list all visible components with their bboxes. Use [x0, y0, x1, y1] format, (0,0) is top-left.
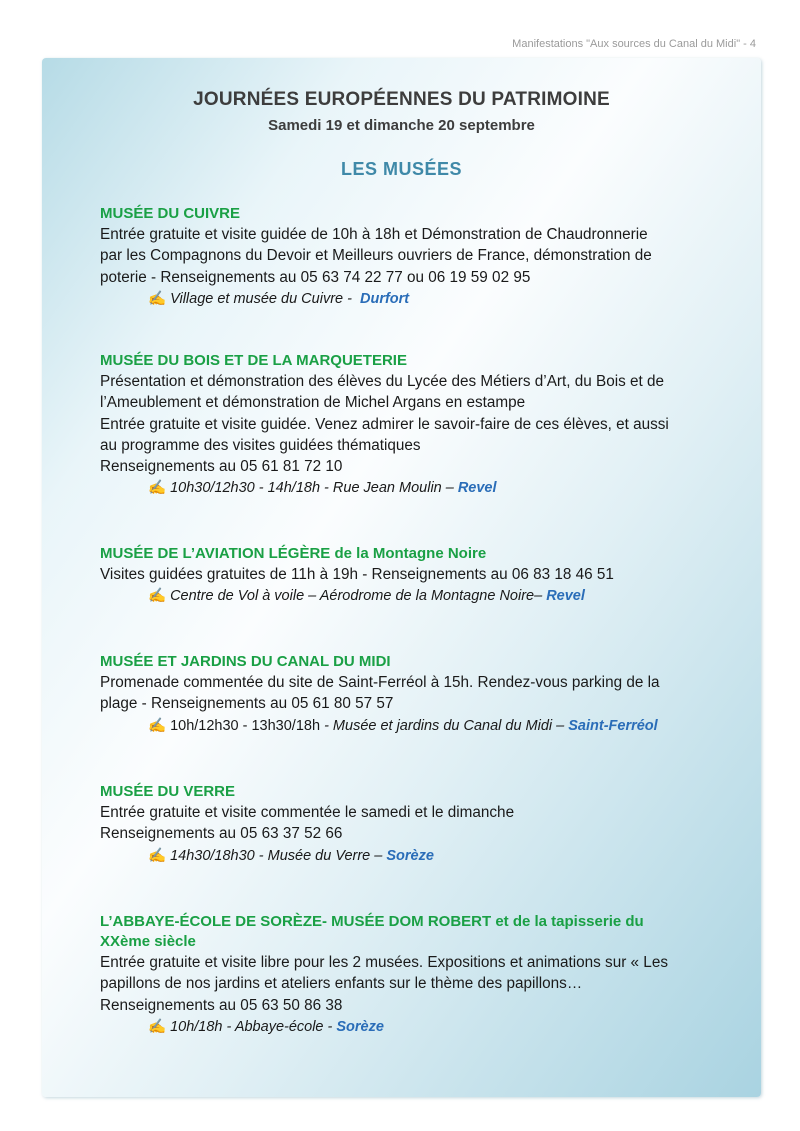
museum-block-bois — [100, 351, 750, 499]
museum-title-line: L’ABBAYE-ÉCOLE DE SORÈZE- MUSÉE DOM ROBERT et de la tapisserie du — [100, 913, 644, 930]
museum-text-line: Entrée gratuite et visite guidée. Venez admirer le savoir-faire de ces élèves, et aussi — [100, 415, 669, 433]
museum-text-line: par les Compagnons du Devoir et Meilleurs ouvriers de France, démonstration de — [100, 247, 652, 265]
page-title: JOURNÉES EUROPÉENNES DU PATRIMOINE — [193, 89, 610, 110]
museum-text-line: l’Ameublement et démonstration de Michel Argans en estampe — [100, 394, 526, 412]
pointing-hand-icon: ✍ — [148, 717, 167, 734]
town-name: Durfort — [359, 290, 410, 307]
location-text: 10h30/12h30 - 14h/18h - Rue Jean Moulin – — [170, 480, 454, 497]
running-head: Manifestations "Aux sources du Canal du Midi" - 4 — [512, 38, 756, 50]
museum-title: MUSÉE DU VERRE — [100, 783, 236, 800]
content-panel — [42, 58, 761, 1097]
museum-text-line: au programme des visites guidées thématiques — [100, 436, 421, 454]
museum-text-line: Entrée gratuite et visite commentée le samedi et le dimanche — [100, 804, 515, 821]
museum-text-line: Renseignements au 05 63 50 86 38 — [100, 996, 343, 1014]
pointing-hand-icon: ✍ — [148, 480, 167, 497]
museum-text-line: Renseignements au 05 61 81 72 10 — [100, 458, 343, 476]
museum-block-cuivre — [100, 204, 750, 310]
location-text: Village et musée du Cuivre - — [170, 290, 356, 307]
museum-title-suffix: de la Montagne Noire — [330, 545, 487, 562]
museum-title: MUSÉE DU CUIVRE — [100, 205, 241, 222]
museum-block-verre — [100, 782, 750, 867]
pointing-hand-icon: ✍ — [148, 847, 167, 864]
museum-location — [100, 715, 750, 737]
museum-text-line: plage - Renseignements au 05 61 80 57 57 — [100, 695, 394, 713]
location-text: - Musée et jardins du Canal du Midi – — [324, 717, 565, 734]
museum-text-line: Visites guidées gratuites de 11h à 19h - Renseignements au 06 83 18 46 51 — [100, 566, 614, 583]
museum-title — [100, 544, 750, 564]
museum-location — [100, 477, 750, 499]
museum-text-line: Entrée gratuite et visite guidée de 10h à 18h et Démonstration de Chaudronnerie — [100, 226, 648, 243]
museum-text-line: Présentation et démonstration des élèves du Lycée des Métiers d’Art, du Bois et de — [100, 373, 665, 390]
town-name: Revel — [457, 480, 497, 497]
location-text: 14h30/18h30 - Musée du Verre – — [170, 847, 383, 864]
museum-location — [100, 845, 750, 867]
museum-text-line: Promenade commentée du site de Saint-Ferréol à 15h. Rendez-vous parking de la — [100, 674, 660, 691]
section-title: LES MUSÉES — [340, 159, 463, 179]
museum-location — [100, 1016, 750, 1038]
museum-block-canal — [100, 652, 750, 737]
town-name: Sorèze — [386, 847, 434, 864]
museum-location — [100, 288, 750, 310]
museum-title-line: XXème siècle — [100, 933, 196, 950]
museum-title: MUSÉE ET JARDINS DU CANAL DU MIDI — [100, 653, 391, 670]
event-dates: Samedi 19 et dimanche 20 septembre — [268, 117, 535, 134]
museum-text-line: Entrée gratuite et visite libre pour les 2 musées. Expositions et animations sur « Les — [100, 954, 668, 971]
pointing-hand-icon: ✍ — [148, 1018, 167, 1035]
town-name: Saint-Ferréol — [568, 717, 658, 734]
museum-location — [100, 585, 750, 607]
town-name: Sorèze — [336, 1018, 384, 1035]
time-text: 10h/12h30 - 13h30/18h — [170, 717, 325, 734]
museum-text-line: poterie - Renseignements au 05 63 74 22 77 ou 06 19 59 02 95 — [100, 268, 531, 286]
pointing-hand-icon: ✍ — [148, 290, 167, 307]
museum-text-line: papillons de nos jardins et ateliers enfants sur le thème des papillons… — [100, 975, 583, 993]
museum-block-aviation — [100, 544, 750, 607]
museum-text-line: Renseignements au 05 63 37 52 66 — [100, 825, 343, 843]
town-name: Revel — [546, 588, 585, 605]
museum-title: MUSÉE DU BOIS ET DE LA MARQUETERIE — [100, 352, 407, 369]
location-text: Centre de Vol à voile – Aérodrome de la Montagne Noire– — [170, 588, 543, 605]
location-text: 10h/18h - Abbaye-école - — [170, 1018, 333, 1035]
museum-block-abbaye — [100, 912, 750, 1038]
museum-title-main: MUSÉE DE L’AVIATION LÉGÈRE — [100, 545, 331, 562]
pointing-hand-icon: ✍ — [148, 588, 167, 605]
